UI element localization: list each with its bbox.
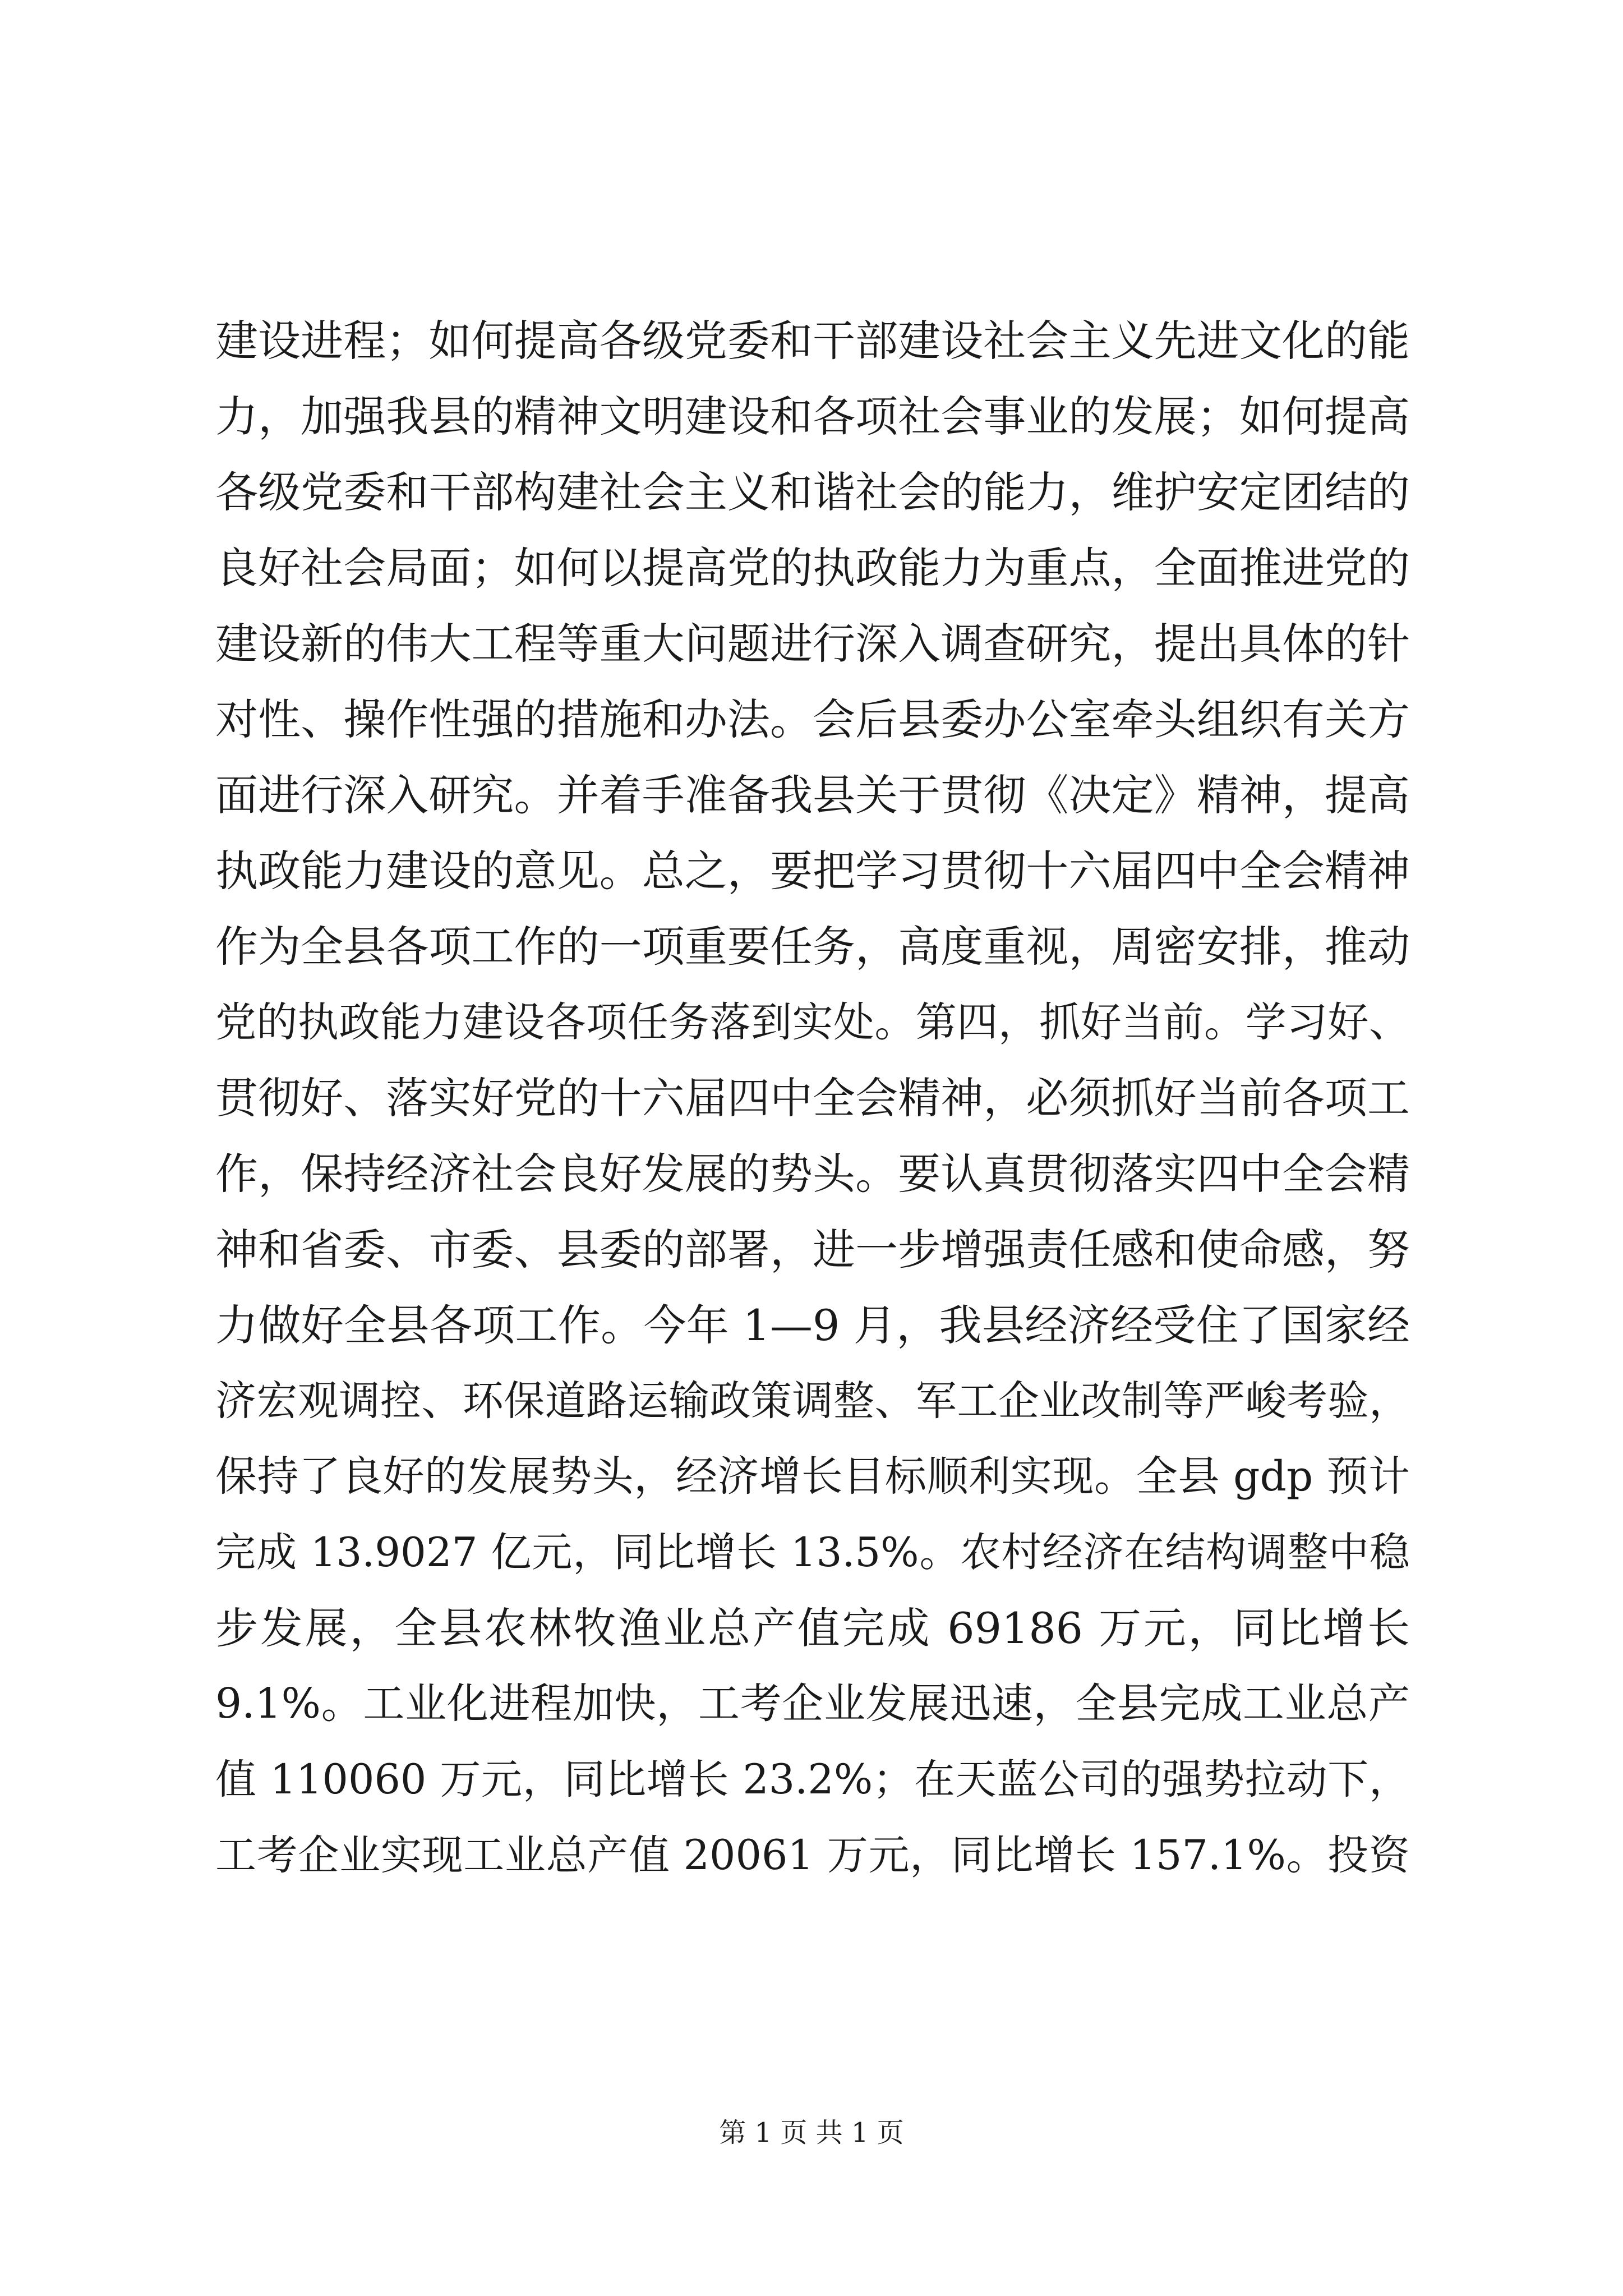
text-line-5: 建设新的伟大工程等重大问题进行深入调查研究，提出具体的针 [215,619,1410,669]
text-line-9: 作为全县各项工作的一项重要任务，高度重视，周密安排，推动 [215,922,1410,972]
text-line-6: 对性、操作性强的措施和办法。会后县委办公室牵头组织有关方 [215,694,1410,744]
text-line-2: 力，加强我县的精神文明建设和各项社会事业的发展；如何提高 [215,392,1410,441]
text-line-19: 9.1%。工业化进程加快，工考企业发展迅速，全县完成工业总产 [215,1680,1410,1728]
text-line-20: 值 110060 万元，同比增长 23.2%；在天蓝公司的强势拉动下， [215,1756,1410,1803]
text-line-4: 良好社会局面；如何以提高党的执政能力为重点，全面推进党的 [215,543,1410,593]
text-line-18: 步发展，全县农林牧渔业总产值完成 69186 万元，同比增长 [215,1603,1410,1653]
text-line-15: 济宏观调控、环保道路运输政策调整、军工企业改制等严峻考验， [215,1377,1410,1425]
page-number-label: 第 1 页 共 1 页 [719,2117,904,2148]
text-line-14: 力做好全县各项工作。今年 1—9 月，我县经济经受住了国家经 [215,1300,1410,1350]
text-line-10: 党的执政能力建设各项任务落到实处。第四，抓好当前。学习好、 [215,999,1410,1046]
text-line-8: 执政能力建设的意见。总之，要把学习贯彻十六届四中全会精神 [215,846,1410,896]
text-line-13: 神和省委、市委、县委的部署，进一步增强责任感和使命感，努 [215,1225,1410,1274]
text-line-1: 建设进程；如何提高各级党委和干部建设社会主义先进文化的能 [215,316,1410,366]
text-line-16: 保持了良好的发展势头，经济增长目标顺利实现。全县 gdp 预计 [215,1452,1410,1501]
text-line-11: 贯彻好、落实好党的十六届四中全会精神，必须抓好当前各项工 [215,1073,1410,1123]
text-line-7: 面进行深入研究。并着手准备我县关于贯彻《决定》精神，提高 [215,770,1410,820]
body-text [215,303,1410,1893]
page-footer [0,2116,1623,2150]
text-line-12: 作，保持经济社会良好发展的势头。要认真贯彻落实四中全会精 [215,1149,1410,1199]
text-line-17: 完成 13.9027 亿元，同比增长 13.5%。农村经济在结构调整中稳 [215,1529,1410,1576]
text-line-3: 各级党委和干部构建社会主义和谐社会的能力，维护安定团结的 [215,467,1410,517]
text-line-21: 工考企业实现工业总产值 20061 万元，同比增长 157.1%。投资 [215,1832,1410,1879]
